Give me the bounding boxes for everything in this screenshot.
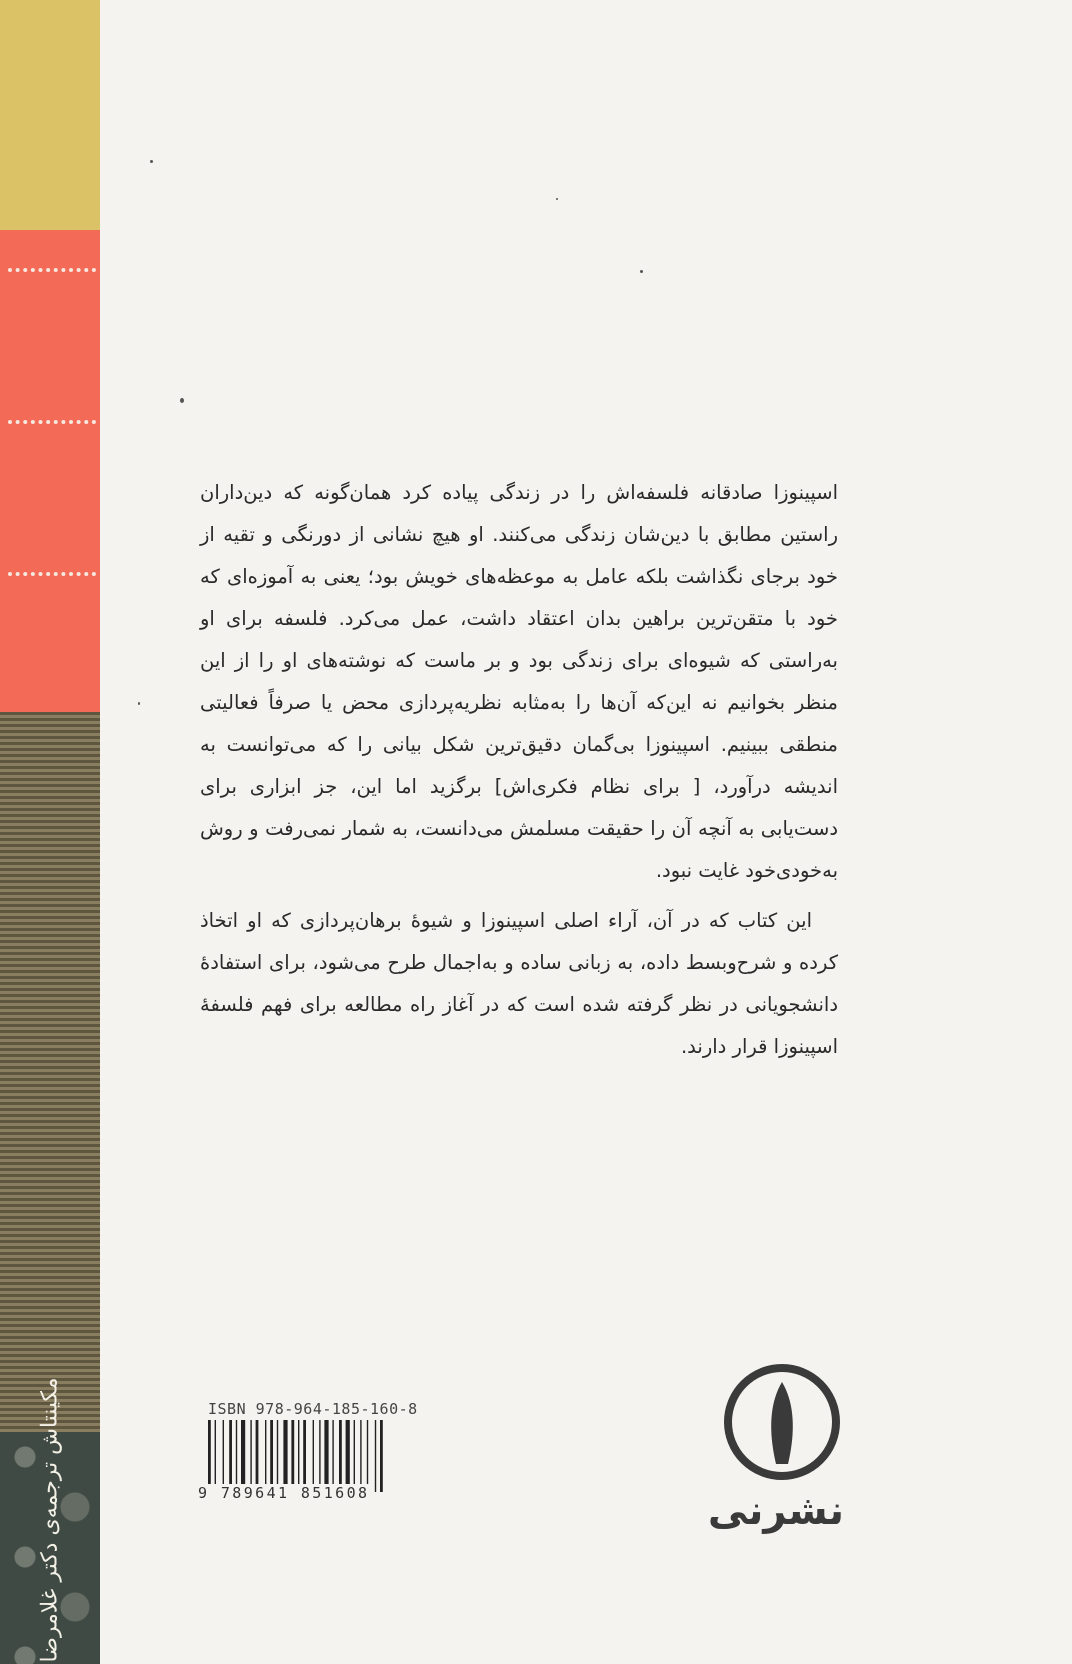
barcode-bar <box>250 1420 251 1492</box>
barcode-bar <box>265 1420 266 1492</box>
spine-title-name: مکینتاش <box>37 1377 63 1455</box>
spine-title-fragment: ترجمه‌ی دکتر غلامرضا <box>37 1461 63 1663</box>
barcode-bar <box>236 1420 237 1492</box>
barcode-bar <box>215 1420 216 1492</box>
barcode-bar <box>291 1420 294 1492</box>
spine-red-band <box>0 230 100 712</box>
barcode-bar <box>277 1420 278 1492</box>
nashr-ney-leaf-logo-icon <box>720 1360 844 1484</box>
barcode-bar <box>270 1420 273 1492</box>
barcode-bar <box>375 1420 376 1492</box>
spine <box>0 0 100 1664</box>
spine-striped-band <box>0 712 100 1432</box>
barcode-bar <box>324 1420 328 1492</box>
barcode-bar <box>354 1420 355 1492</box>
barcode-bar <box>360 1420 361 1492</box>
barcode-bar <box>313 1420 314 1492</box>
barcode-bar <box>367 1420 368 1492</box>
barcode-bar <box>346 1420 350 1492</box>
spine-dotted-line <box>8 572 96 576</box>
blurb-text <box>200 472 838 1068</box>
barcode-bar <box>298 1420 299 1492</box>
spine-title <box>38 1378 63 1663</box>
barcode-bar <box>208 1420 211 1492</box>
barcode-bar <box>339 1420 342 1492</box>
barcode-bar <box>256 1420 259 1492</box>
barcode-bar <box>229 1420 232 1492</box>
spine-dotted-line <box>8 268 96 272</box>
barcode-bar <box>332 1420 333 1492</box>
isbn-label: ISBN 978-964-185-160-8 <box>208 1400 418 1418</box>
blurb-paragraph: این کتاب که در آن، آراء اصلی اسپینوزا و شیوهٔ برهان‌پردازی که او اتخاذ کرده و شرح‌وبسط داده، به زبانی ساده و به‌اجمال طرح می‌شود، برای استفادهٔ دانشجویانی در نظر گرفته شده است که در آغاز راه مطالعه برای فهم فلسفهٔ اسپینوزا قرار دارند. <box>200 909 838 1058</box>
spine-dotted-line <box>8 420 96 424</box>
spine-yellow-band <box>0 0 100 230</box>
blurb-paragraph: اسپینوزا صادقانه فلسفه‌اش را در زندگی پیاده کرد همان‌گونه که دین‌داران راستین مطابق با دین‌شان زندگی می‌کنند. او هیچ نشانی از دورنگی و تقیه از خود برجای نگذاشت بلکه عامل به موعظه‌های خویش بود؛ یعنی به آموزه‌ای که خود با متقن‌ترین براهین بدان اعتقاد داشت، عمل می‌کرد. فلسفه برای او به‌راستی که شیوه‌ای برای زندگی بود و بر ماست که نوشته‌های او را از این منظر بخوانیم نه این‌که آن‌ها را به‌مثابه نظریه‌پردازی محض یا صرفاً فعالیتی منطقی ببینیم. اسپینوزا بی‌گمان دقیق‌ترین شکل بیانی را که می‌توانست به اندیشه درآورد، [ برای نظام فکری‌اش] برگزید اما این، جز ابزاری برای دست‌یابی به آنچه آن را حقیقت مسلمش می‌دانست، به شمار نمی‌رفت و روش به‌خودی‌خود غایت نبود. <box>200 481 838 882</box>
barcode-bar <box>223 1420 224 1492</box>
publisher-name: نشرنی <box>707 1488 844 1534</box>
barcode-bar <box>283 1420 287 1492</box>
barcode-digits: 9 789641 851608 <box>198 1484 370 1502</box>
barcode-bar <box>319 1420 320 1492</box>
barcode-bar <box>241 1420 245 1492</box>
barcode-bar <box>380 1420 383 1492</box>
barcode-bar <box>303 1420 306 1492</box>
